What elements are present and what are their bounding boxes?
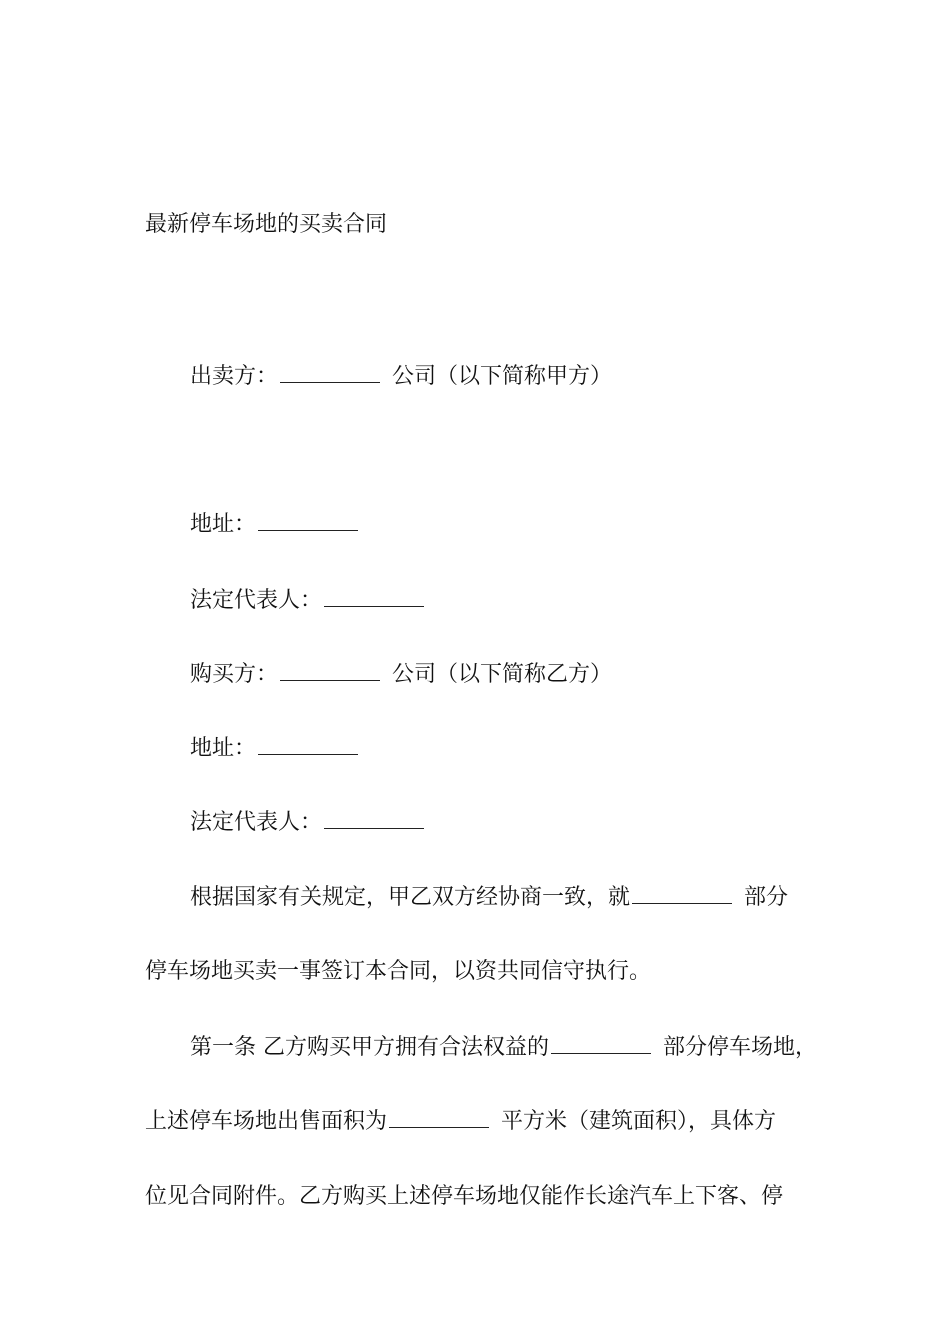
buyer-address-blank [258,734,358,755]
buyer-line [190,660,612,690]
preamble-line-2: 停车场地买卖一事签订本合同，以资共同信守执行。 [145,959,652,984]
seller-rep-blank [324,586,424,607]
document-title: 最新停车场地的买卖合同 [145,212,388,237]
article1-text-b: 部分停车场地， [663,1035,818,1060]
seller-address-line [190,510,360,540]
seller-address-blank [258,510,358,531]
preamble-text-a: 根据国家有关规定，甲乙双方经协商一致，就 [190,885,631,910]
seller-suffix: 公司（以下简称甲方） [392,364,613,389]
seller-address-label: 地址： [190,512,257,537]
article1-area-blank [389,1107,489,1128]
seller-line [190,362,612,392]
seller-label: 出卖方： [190,364,279,389]
seller-name-blank [280,362,380,383]
preamble-blank [632,883,732,904]
preamble-line-1 [190,883,788,913]
seller-rep-line [190,586,426,616]
article1-text-a: 第一条 乙方购买甲方拥有合法权益的 [190,1035,549,1060]
article1-line-1 [190,1033,817,1063]
article1-line-3: 位见合同附件。乙方购买上述停车场地仅能作长途汽车上下客、停 [145,1184,784,1209]
buyer-suffix: 公司（以下简称乙方） [392,662,613,687]
article1-area-text-b: 平方米（建筑面积），具体方 [501,1109,777,1134]
seller-rep-label: 法定代表人： [190,588,323,613]
article1-part-blank [551,1033,651,1054]
buyer-address-line [190,734,360,764]
buyer-name-blank [280,660,380,681]
buyer-address-label: 地址： [190,736,257,761]
buyer-label: 购买方： [190,662,279,687]
article1-area-text-a: 上述停车场地出售面积为 [145,1109,388,1134]
article1-line-2 [145,1107,776,1137]
buyer-rep-label: 法定代表人： [190,810,323,835]
buyer-rep-line [190,808,426,838]
buyer-rep-blank [324,808,424,829]
preamble-text-b: 部分 [744,885,789,910]
